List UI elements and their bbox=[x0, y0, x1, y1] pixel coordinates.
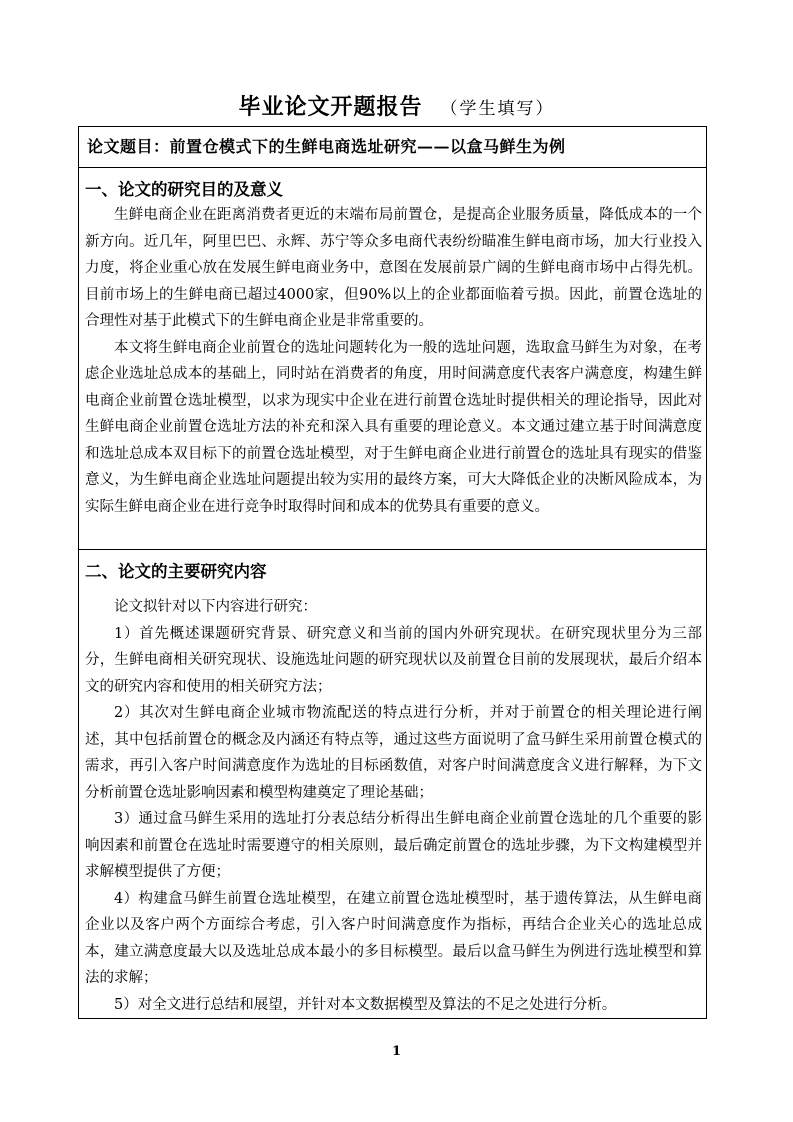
report-title-main: 毕业论文开题报告 bbox=[238, 95, 423, 120]
topic-row bbox=[79, 127, 707, 168]
section-2-intro: 论文拟针对以下内容进行研究： bbox=[114, 599, 317, 615]
topic-line bbox=[79, 127, 706, 157]
section-1-paragraph: 生鲜电商企业在距离消费者更近的末端布局前置仓，是提高企业服务质量，降低成本的一个新方向。近几年，阿里巴巴、永辉、苏宁等众多电商代表纷纷瞄准生鲜电商市场，加大行业投入力度，将企业重心放在发展生鲜电商业务中，意图在发展前景广阔的生鲜电商市场中占得先机。目前市场上的生鲜电商已超过4000家，但90%以上的企业都面临着亏损。因此，前置仓选址的合理性对基于此模式下的生鲜电商企业是非常重要的。 bbox=[85, 207, 702, 329]
section-2-heading: 二、论文的主要研究内容 bbox=[85, 562, 267, 581]
page-number: 1 bbox=[391, 1044, 402, 1059]
section-2-body bbox=[79, 580, 706, 1018]
report-title bbox=[0, 90, 793, 121]
section-1-cell bbox=[79, 168, 707, 550]
section-2-item-3: 3）通过盒马鲜生采用的选址打分表总结分析得出生鲜电商企业前置仓选址的几个重要的影响因素和前置仓在选址时需要遵守的相关原则，最后确定前置仓的选址步骤，为下文构建模型并求解模型提供了方便； bbox=[85, 811, 702, 880]
section-1-body bbox=[79, 198, 706, 520]
section-2-row bbox=[79, 550, 707, 1019]
section-2-item-4: 4）构建盒马鲜生前置仓选址模型，在建立前置仓选址模型时，基于遗传算法，从生鲜电商企业以及客户两个方面综合考虑，引入客户时间满意度作为指标，再结合企业关心的选址总成本，建立满意度最大以及选址总成本最小的多目标模型。最后以盒马鲜生为例进行选址模型和算法的求解； bbox=[85, 890, 702, 986]
section-2-item-2: 2）其次对生鲜电商企业城市物流配送的特点进行分析，并对于前置仓的相关理论进行阐述，其中包括前置仓的概念及内涵还有特点等，通过这些方面说明了盒马鲜生采用前置仓模式的需求，再引入客户时间满意度作为选址的目标函数值，对客户时间满意度含义进行解释，为下文分析前置仓选址影响因素和模型构建奠定了理论基础； bbox=[85, 705, 702, 801]
section-1-heading: 一、论文的研究目的及意义 bbox=[85, 180, 283, 199]
section-2-cell bbox=[79, 550, 707, 1019]
section-2-item-5: 5）对全文进行总结和展望，并针对本文数据模型及算法的不足之处进行分析。 bbox=[114, 996, 617, 1013]
report-title-subtitle: （学生填写） bbox=[440, 99, 555, 119]
section-1-row bbox=[79, 168, 707, 550]
topic-cell bbox=[79, 127, 707, 168]
section-2-item-1: 1）首先概述课题研究背景、研究意义和当前的国内外研究现状。在研究现状里分为三部分，生鲜电商相关研究现状、设施选址问题的研究现状以及前置仓目前的发展现状，最后介绍本文的研究内容和使用的相关研究方法； bbox=[85, 625, 702, 695]
topic-value: 前置仓模式下的生鲜电商选址研究——以盒马鲜生为例 bbox=[169, 137, 566, 156]
topic-label: 论文题目： bbox=[87, 137, 170, 156]
section-1-paragraph: 本文将生鲜电商企业前置仓的选址问题转化为一般的选址问题，选取盒马鲜生为对象，在考虑企业选址总成本的基础上，同时站在消费者的角度，用时间满意度代表客户满意度，构建生鲜电商企业前置仓选址模型，以求为现实中企业在进行前置仓选址时提供相关的理论指导，因此对生鲜电商企业前置仓选址方法的补充和深入具有重要的理论意义。本文通过建立基于时间满意度和选址总成本双目标下的前置仓选址模型，对于生鲜电商企业进行前置仓的选址具有现实的借鉴意义，为生鲜电商企业选址问题提出较为实用的最终方案，可大大降低企业的决断风险成本，为实际生鲜电商企业在进行竞争时取得时间和成本的优势具有重要的意义。 bbox=[85, 339, 702, 515]
proposal-form-table bbox=[78, 126, 707, 1019]
